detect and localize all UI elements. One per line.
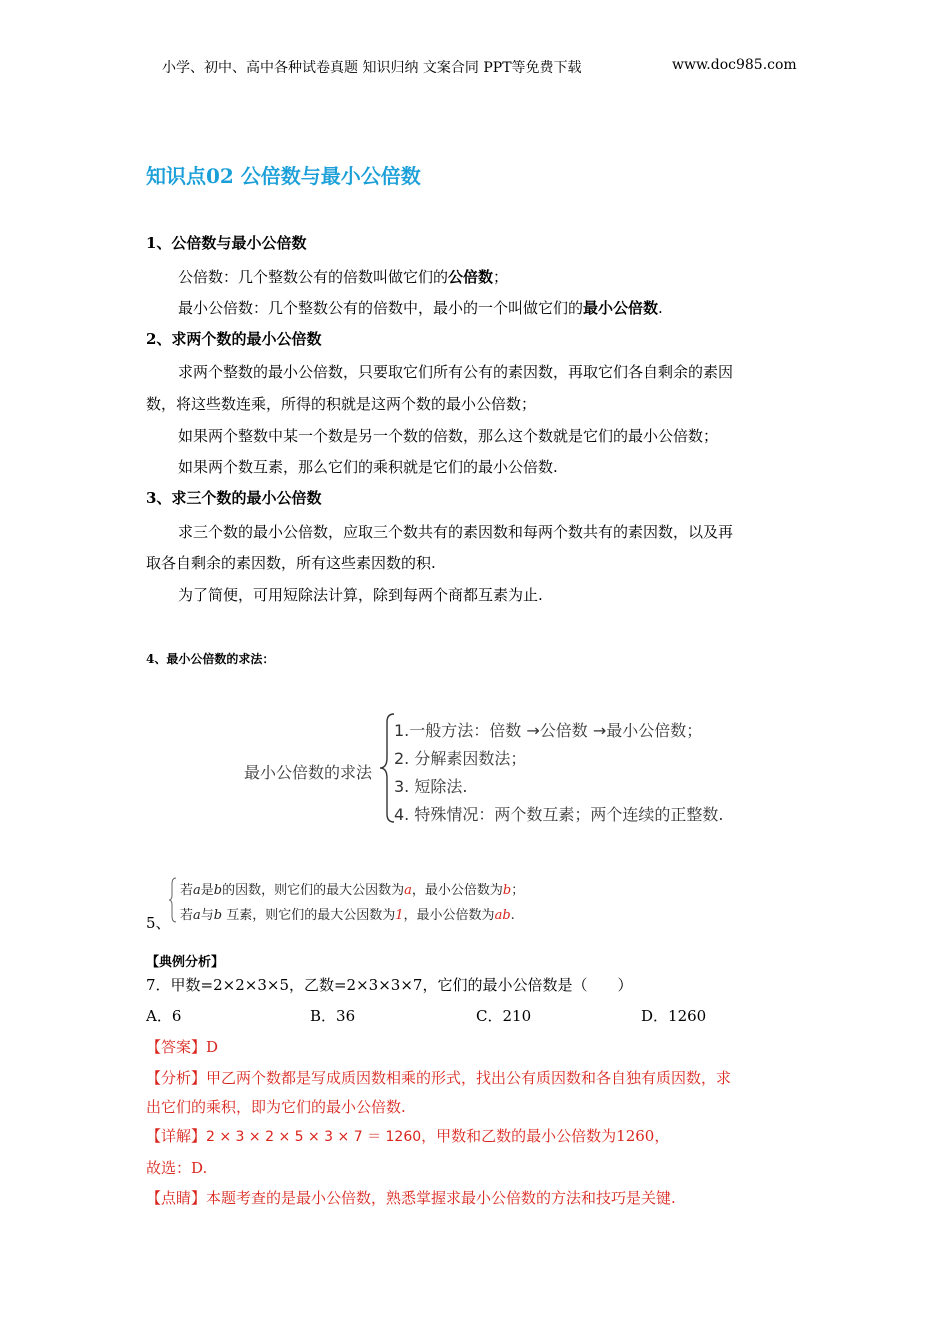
section-3-para-1b: 取各自剩余的素因数，所有这些素因数的积.	[146, 554, 436, 572]
comment-line: 【点睛】本题考查的是最小公倍数，熟悉掌握求最小公倍数的方法和技巧是关键.	[146, 1189, 676, 1207]
section-5-brace	[168, 876, 178, 924]
section-2-heading: 2、求两个数的最小公倍数	[146, 330, 322, 348]
section-1-line-1: 公倍数：几个整数公有的倍数叫做它们的公倍数；	[178, 268, 509, 286]
option-a: A．6	[146, 1007, 182, 1025]
section-3-para-2: 为了简便，可用短除法计算，除到每两个商都互素为止.	[178, 586, 543, 604]
option-d: D．1260	[641, 1007, 707, 1025]
diagram-branch-3: 3. 短除法.	[394, 777, 468, 796]
section-4-heading: 4、最小公倍数的求法：	[146, 652, 275, 666]
section-3-heading: 3、求三个数的最小公倍数	[146, 489, 322, 507]
section-5-note-1: 若a是b的因数，则它们的最大公因数为a，最小公倍数为b；	[180, 883, 525, 898]
example-heading: 【典例分析】	[146, 955, 225, 970]
detail-line: 【详解】2 × 3 × 2 × 5 × 3 × 7 ＝ 1260，甲数和乙数的最小公倍数为1260，	[146, 1127, 670, 1145]
header-site: www.doc985.com	[672, 57, 797, 73]
section-5-label: 5、	[146, 914, 171, 932]
example-question: 7．甲数=2×2×3×5，乙数=2×3×3×7，它们的最小公倍数是（ ）	[146, 976, 633, 994]
diagram-branch-2: 2. 分解素因数法；	[394, 749, 527, 768]
page-title: 知识点02 公倍数与最小公倍数	[146, 164, 421, 188]
header-text: 小学、初中、高中各种试卷真题 知识归纳 文案合同 PPT等免费下载	[162, 60, 582, 76]
analysis-line-1: 【分析】甲乙两个数都是写成质因数相乘的形式，找出公有质因数和各自独有质因数，求	[146, 1069, 732, 1087]
choose-line: 故选：D.	[146, 1159, 208, 1177]
diagram-branch-1: 1.一般方法：倍数 →公倍数 →最小公倍数；	[394, 721, 703, 740]
detail-formula: 2 × 3 × 2 × 5 × 3 × 7 ＝ 1260	[206, 1129, 422, 1145]
option-b: B．36	[310, 1007, 356, 1025]
section-3-para-1a: 求三个数的最小公倍数，应取三个数共有的素因数和每两个数共有的素因数，以及再	[178, 523, 734, 541]
answer-line: 【答案】D	[146, 1038, 219, 1056]
section-2-para-2: 如果两个整数中某一个数是另一个数的倍数，那么这个数就是它们的最小公倍数；	[178, 427, 719, 445]
section-2-para-1a: 求两个整数的最小公倍数，只要取它们所有公有的素因数，再取它们各自剩余的素因	[178, 363, 734, 381]
section-2-para-1b: 数，将这些数连乘，所得的积就是这两个数的最小公倍数；	[146, 395, 537, 413]
section-5-note-2: 若a与b 互素，则它们的最大公因数为1，最小公倍数为ab.	[180, 908, 515, 923]
section-2-para-3: 如果两个数互素，那么它们的乘积就是它们的最小公倍数.	[178, 458, 558, 476]
section-1-line-2: 最小公倍数：几个整数公有的倍数中，最小的一个叫做它们的最小公倍数.	[178, 299, 663, 317]
section-1-heading: 1、公倍数与最小公倍数	[146, 234, 307, 252]
diagram-root: 最小公倍数的求法	[244, 763, 373, 782]
option-c: C．210	[476, 1007, 532, 1025]
diagram-branch-4: 4. 特殊情况：两个数互素；两个连续的正整数.	[394, 805, 724, 824]
analysis-line-2: 出它们的乘积，即为它们的最小公倍数.	[146, 1098, 406, 1116]
